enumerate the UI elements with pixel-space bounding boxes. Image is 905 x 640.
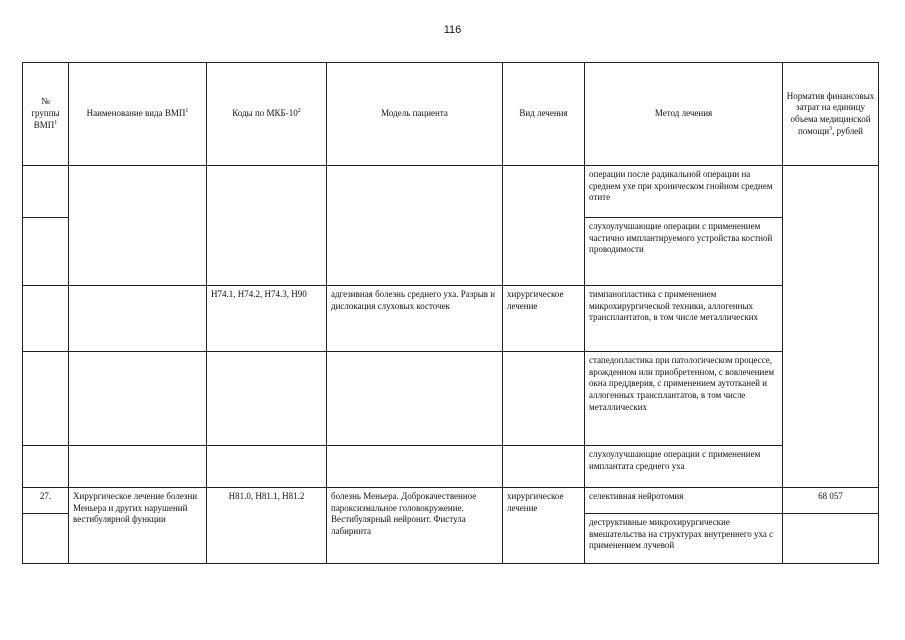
cell-treatment-type [503,166,585,286]
header-model [327,63,503,166]
method-text: стапедопластика при патологическом процессе, врожденном или приобретенном, с вовлечением окна преддверия, с применением аутотканей и аллогенных трансплантатов, в том числе металлических [589,355,775,412]
cell-codes [207,488,327,564]
cell-name [69,286,207,352]
norm-value: 68 057 [818,491,843,501]
cell-name [69,352,207,446]
method-text: операции после радикальной операции на среднем ухе при хроническом гнойном среднем отите [589,169,773,203]
header-group-no-footnote: 1 [54,119,58,126]
cell-model [327,488,503,564]
cell-norm [783,166,879,488]
header-norm-footnote: 3 [829,125,833,132]
cell-name [69,446,207,488]
cell-method [585,352,783,446]
cell-treatment-type [503,488,585,564]
model-text: болезнь Меньера. Доброкачественное пароксизмальное головокружение. Вестибулярный нейронит. Фистула лабиринта [331,491,477,537]
cell-treatment-type [503,446,585,488]
cell-method [585,514,783,564]
cell-codes [207,166,327,286]
header-norm [783,63,879,166]
name-text: Хирургическое лечение болезни Меньера и других нарушений вестибулярной функции [73,491,198,525]
header-codes [207,63,327,166]
vmp-table [22,62,879,564]
header-norm-suffix: , рублей [832,125,863,136]
cell-group-no [23,514,69,564]
cell-group-no [23,166,69,218]
header-treatment-type-label: Вид лечения [519,108,568,119]
method-text: слухоулучшающие операции с применением частично имплантируемого устройства костной проводимости [589,221,773,255]
table-row [23,446,879,488]
header-codes-label: Коды по МКБ-10 [232,108,298,119]
cell-method [585,166,783,218]
cell-name [69,166,207,286]
page-number: 116 [443,24,462,36]
treatment-type-text: хирургическое лечение [507,289,564,311]
cell-codes [207,286,327,352]
cell-codes [207,446,327,488]
header-model-label: Модель пациента [381,108,448,119]
model-text: адгезивная болезнь среднего уха. Разрыв и дислокация слуховых косточек [331,289,496,311]
method-text: слухоулучшающие операции с применением имплантата среднего уха [589,449,761,471]
method-text: тимпанопластика с применением микрохирургической техники, аллогенных трансплантатов, в том числе металлических [589,289,759,323]
cell-group-no [23,352,69,446]
cell-treatment-type [503,352,585,446]
header-codes-footnote: 2 [297,108,301,115]
header-method [585,63,783,166]
header-name-footnote: 1 [185,108,189,115]
header-treatment-type [503,63,585,166]
cell-group-no [23,218,69,286]
method-text: селективная нейротомия [589,491,684,501]
cell-name [69,488,207,564]
codes-text: H81.0, H81.1, H81.2 [228,491,305,501]
codes-text: H74.1, H74.2, H74.3, H90 [211,289,307,299]
cell-method [585,286,783,352]
cell-model [327,446,503,488]
cell-model [327,352,503,446]
method-text: деструктивные микрохирургические вмешательства на структурах внутреннего уха с применением лучевой [589,517,774,551]
treatment-type-text: хирургическое лечение [507,491,564,513]
header-group-no-label: № группы ВМП [31,96,60,130]
cell-method [585,218,783,286]
cell-group-no [23,446,69,488]
cell-method [585,488,783,514]
cell-group-no [23,286,69,352]
table-row [23,488,879,514]
header-group-no [23,63,69,166]
group-no-text: 27. [39,491,52,501]
cell-model [327,166,503,286]
cell-model [327,286,503,352]
header-row [23,63,879,166]
header-method-label: Метод лечения [654,108,713,119]
table-row [23,166,879,218]
header-name [69,63,207,166]
cell-codes [207,352,327,446]
cell-method [585,446,783,488]
header-norm-label: Норматив финансовых затрат на единицу объема медицинской помощи [786,90,875,136]
cell-treatment-type [503,286,585,352]
table-row [23,286,879,352]
cell-norm [783,488,879,514]
header-name-label: Наименование вида ВМП [86,108,186,119]
cell-norm [783,514,879,564]
table-row [23,352,879,446]
cell-group-no [23,488,69,514]
